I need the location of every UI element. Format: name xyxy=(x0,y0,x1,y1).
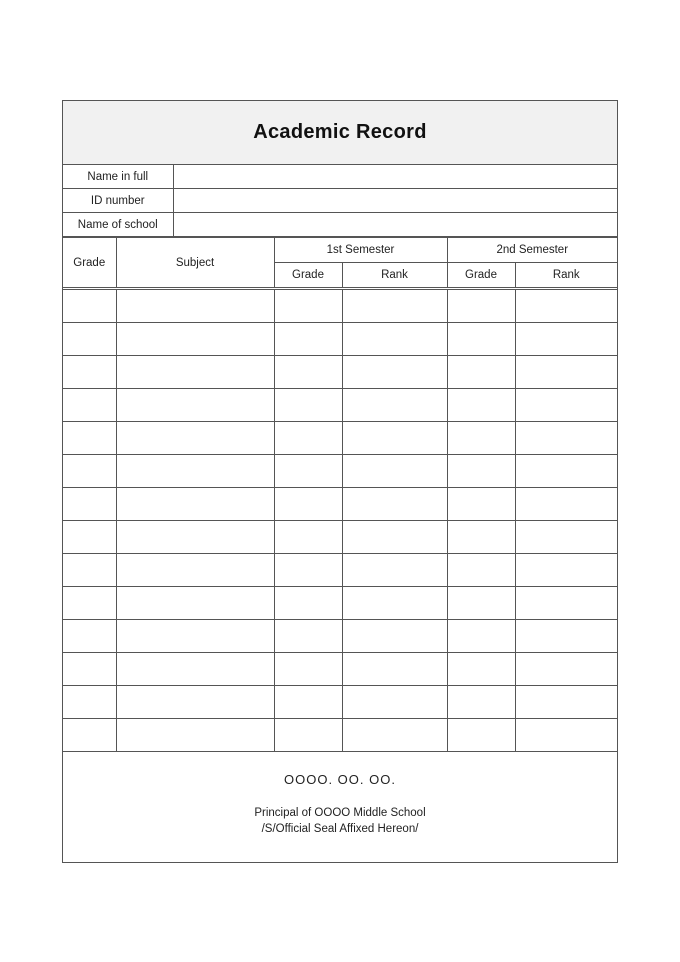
sem1-grade-cell[interactable] xyxy=(274,554,342,587)
table-row xyxy=(63,587,617,620)
sem2-rank-cell[interactable] xyxy=(515,389,617,422)
sem1-rank-cell[interactable] xyxy=(342,554,447,587)
sem2-rank-cell[interactable] xyxy=(515,719,617,752)
subject-cell[interactable] xyxy=(116,455,274,488)
table-row xyxy=(63,389,617,422)
sem1-grade-cell[interactable] xyxy=(274,356,342,389)
header-2nd-semester: 2nd Semester xyxy=(447,238,617,263)
sem1-rank-cell[interactable] xyxy=(342,488,447,521)
sem1-rank-cell[interactable] xyxy=(342,323,447,356)
sem1-grade-cell[interactable] xyxy=(274,587,342,620)
table-row xyxy=(63,653,617,686)
sem1-rank-cell[interactable] xyxy=(342,653,447,686)
id-number-field[interactable] xyxy=(173,189,617,213)
sem2-grade-cell[interactable] xyxy=(447,587,515,620)
subject-cell[interactable] xyxy=(116,554,274,587)
sem2-grade-cell[interactable] xyxy=(447,455,515,488)
subject-cell[interactable] xyxy=(116,356,274,389)
subject-cell[interactable] xyxy=(116,686,274,719)
sem2-grade-cell[interactable] xyxy=(447,356,515,389)
sem1-grade-cell[interactable] xyxy=(274,455,342,488)
grade-cell[interactable] xyxy=(63,587,116,620)
table-row xyxy=(63,554,617,587)
grade-cell[interactable] xyxy=(63,719,116,752)
sem2-rank-cell[interactable] xyxy=(515,289,617,323)
grade-cell[interactable] xyxy=(63,323,116,356)
grade-cell[interactable] xyxy=(63,356,116,389)
header-sem2-rank: Rank xyxy=(515,263,617,289)
name-in-full-field[interactable] xyxy=(173,165,617,189)
header-sem1-grade: Grade xyxy=(274,263,342,289)
subject-cell[interactable] xyxy=(116,653,274,686)
sem1-grade-cell[interactable] xyxy=(274,620,342,653)
sem2-rank-cell[interactable] xyxy=(515,488,617,521)
title-bar xyxy=(63,101,617,165)
sem1-rank-cell[interactable] xyxy=(342,620,447,653)
info-label-school: Name of school xyxy=(63,213,173,237)
sem2-rank-cell[interactable] xyxy=(515,455,617,488)
sem1-rank-cell[interactable] xyxy=(342,422,447,455)
info-row-name xyxy=(63,165,617,189)
sem2-rank-cell[interactable] xyxy=(515,323,617,356)
sem2-grade-cell[interactable] xyxy=(447,686,515,719)
sem1-rank-cell[interactable] xyxy=(342,686,447,719)
sem1-rank-cell[interactable] xyxy=(342,455,447,488)
subject-cell[interactable] xyxy=(116,389,274,422)
student-info-table xyxy=(63,165,617,237)
subject-cell[interactable] xyxy=(116,587,274,620)
sem1-grade-cell[interactable] xyxy=(274,389,342,422)
grade-cell[interactable] xyxy=(63,653,116,686)
sem2-rank-cell[interactable] xyxy=(515,653,617,686)
grade-cell[interactable] xyxy=(63,686,116,719)
sem2-grade-cell[interactable] xyxy=(447,554,515,587)
header-grade: Grade xyxy=(63,238,116,289)
table-row xyxy=(63,323,617,356)
table-row xyxy=(63,521,617,554)
sem2-grade-cell[interactable] xyxy=(447,719,515,752)
info-label-id: ID number xyxy=(63,189,173,213)
header-row-top xyxy=(63,238,617,263)
table-row xyxy=(63,455,617,488)
sem1-rank-cell[interactable] xyxy=(342,587,447,620)
grade-cell[interactable] xyxy=(63,289,116,323)
sem1-rank-cell[interactable] xyxy=(342,289,447,323)
sem2-grade-cell[interactable] xyxy=(447,422,515,455)
table-row xyxy=(63,488,617,521)
table-row xyxy=(63,719,617,752)
seal-line: /S/Official Seal Affixed Hereon/ xyxy=(261,823,419,835)
academic-record-form xyxy=(62,100,618,863)
subject-cell[interactable] xyxy=(116,521,274,554)
grade-cell[interactable] xyxy=(63,554,116,587)
grade-cell[interactable] xyxy=(63,620,116,653)
sem2-rank-cell[interactable] xyxy=(515,686,617,719)
table-row xyxy=(63,356,617,389)
issue-date: OOOO. OO. OO. xyxy=(284,772,396,787)
document-title: Academic Record xyxy=(253,121,427,143)
sem1-grade-cell[interactable] xyxy=(274,422,342,455)
grade-cell[interactable] xyxy=(63,389,116,422)
subject-cell[interactable] xyxy=(116,488,274,521)
grades-table xyxy=(63,237,617,752)
header-subject: Subject xyxy=(116,238,274,289)
sem2-grade-cell[interactable] xyxy=(447,521,515,554)
grade-cell[interactable] xyxy=(63,488,116,521)
table-row xyxy=(63,422,617,455)
sem2-grade-cell[interactable] xyxy=(447,389,515,422)
subject-cell[interactable] xyxy=(116,620,274,653)
info-row-id xyxy=(63,189,617,213)
sem1-rank-cell[interactable] xyxy=(342,719,447,752)
sem2-rank-cell[interactable] xyxy=(515,587,617,620)
subject-cell[interactable] xyxy=(116,289,274,323)
school-name-field[interactable] xyxy=(173,213,617,237)
sem2-rank-cell[interactable] xyxy=(515,554,617,587)
subject-cell[interactable] xyxy=(116,719,274,752)
sem1-rank-cell[interactable] xyxy=(342,521,447,554)
subject-cell[interactable] xyxy=(116,422,274,455)
grade-cell[interactable] xyxy=(63,455,116,488)
table-row xyxy=(63,686,617,719)
grade-cell[interactable] xyxy=(63,422,116,455)
sem1-grade-cell[interactable] xyxy=(274,521,342,554)
sem2-rank-cell[interactable] xyxy=(515,620,617,653)
sem2-grade-cell[interactable] xyxy=(447,323,515,356)
sem1-grade-cell[interactable] xyxy=(274,686,342,719)
info-label-name: Name in full xyxy=(63,165,173,189)
certification-footer xyxy=(63,752,617,862)
sem1-rank-cell[interactable] xyxy=(342,356,447,389)
sem2-grade-cell[interactable] xyxy=(447,488,515,521)
sem1-grade-cell[interactable] xyxy=(274,719,342,752)
principal-line: Principal of OOOO Middle School xyxy=(254,807,426,819)
sem2-rank-cell[interactable] xyxy=(515,521,617,554)
sem1-grade-cell[interactable] xyxy=(274,488,342,521)
sem2-grade-cell[interactable] xyxy=(447,653,515,686)
grade-cell[interactable] xyxy=(63,521,116,554)
sem1-grade-cell[interactable] xyxy=(274,653,342,686)
header-1st-semester: 1st Semester xyxy=(274,238,447,263)
sem1-grade-cell[interactable] xyxy=(274,289,342,323)
table-row xyxy=(63,620,617,653)
sem1-rank-cell[interactable] xyxy=(342,389,447,422)
info-row-school xyxy=(63,213,617,237)
sem2-grade-cell[interactable] xyxy=(447,289,515,323)
header-sem2-grade: Grade xyxy=(447,263,515,289)
sem2-rank-cell[interactable] xyxy=(515,356,617,389)
table-row xyxy=(63,289,617,323)
header-sem1-rank: Rank xyxy=(342,263,447,289)
sem2-grade-cell[interactable] xyxy=(447,620,515,653)
grade-rows xyxy=(63,289,617,752)
sem2-rank-cell[interactable] xyxy=(515,422,617,455)
sem1-grade-cell[interactable] xyxy=(274,323,342,356)
subject-cell[interactable] xyxy=(116,323,274,356)
